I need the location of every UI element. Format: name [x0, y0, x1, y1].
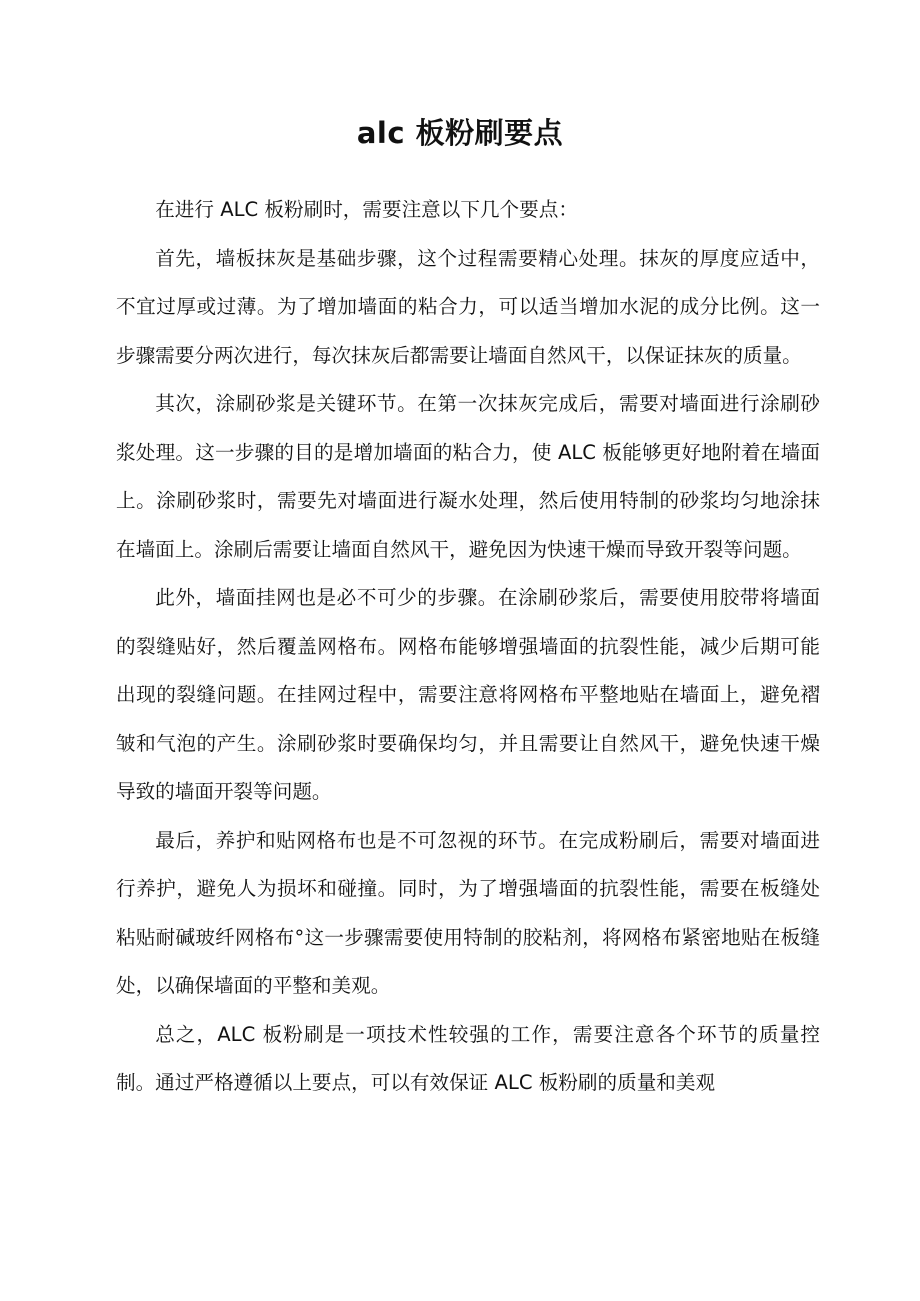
paragraph-plastering: 首先，墙板抹灰是基础步骤，这个过程需要精心处理。抹灰的厚度应适中，不宜过厚或过薄。为了增加墙面的粘合力，可以适当增加水泥的成分比例。这一步骤需要分两次进行，每次抹灰后都需要让墙面自然风干，以保证抹灰的质量。 — [116, 246, 820, 367]
paragraph-curing: 最后，养护和贴网格布也是不可忽视的环节。在完成粉刷后，需要对墙面进行养护，避免人为损坏和碰撞。同时，为了增强墙面的抗裂性能，需要在板缝处粘贴耐碱玻纤网格布°这一步骤需要使用特制的胶粘剂，将网格布紧密地贴在板缝处，以确保墙面的平整和美观。 — [116, 828, 820, 997]
document-body — [116, 186, 820, 1108]
paragraph-mesh: 此外，墙面挂网也是必不可少的步骤。在涂刷砂浆后，需要使用胶带将墙面的裂缝贴好，然后覆盖网格布。网格布能够增强墙面的抗裂性能，减少后期可能出现的裂缝问题。在挂网过程中，需要注意将网格布平整地贴在墙面上，避免褶皱和气泡的产生。涂刷砂浆时要确保均匀，并且需要让自然风干，避免快速干燥导致的墙面开裂等问题。 — [116, 586, 820, 803]
paragraph-intro: 在进行 ALC 板粉刷时，需要注意以下几个要点： — [155, 198, 578, 221]
paragraph-summary: 总之，ALC 板粉刷是一项技术性较强的工作，需要注意各个环节的质量控制。通过严格遵循以上要点，可以有效保证 ALC 板粉刷的质量和美观 — [116, 1022, 820, 1094]
document-title: alc 板粉刷要点 — [356, 116, 564, 151]
paragraph-mortar: 其次，涂刷砂浆是关键环节。在第一次抹灰完成后，需要对墙面进行涂刷砂浆处理。这一步骤的目的是增加墙面的粘合力，使 ALC 板能够更好地附着在墙面上。涂刷砂浆时，需要先对墙面进行凝水处理，然后使用特制的砂浆均匀地涂抹在墙面上。涂刷后需要让墙面自然风干，避免因为快速干燥而导致开裂等问题。 — [116, 392, 820, 561]
